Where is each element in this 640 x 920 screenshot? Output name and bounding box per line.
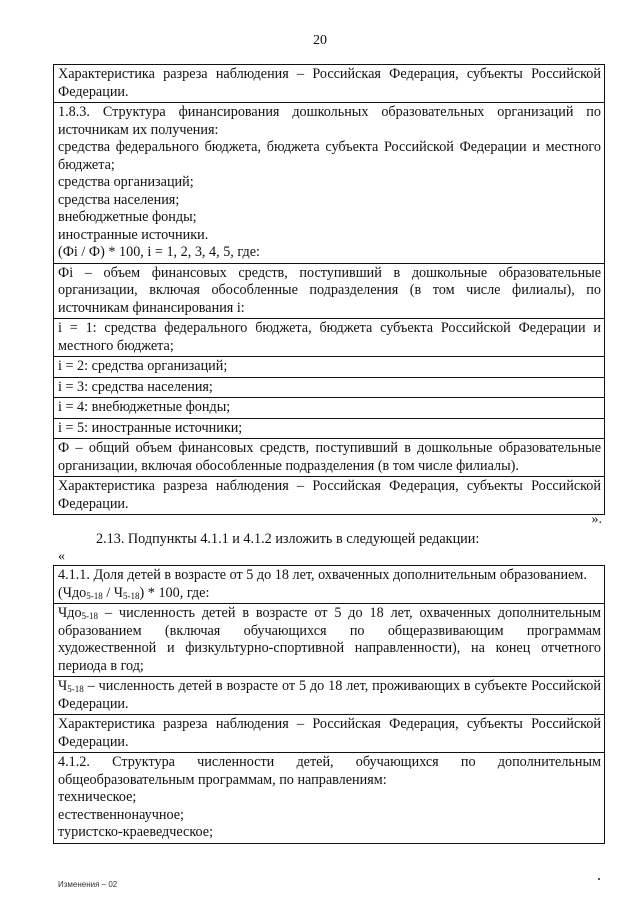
- table-row: [54, 439, 604, 477]
- list-item: иностранные источники.: [58, 226, 209, 243]
- table-row: [54, 604, 604, 677]
- list-item: внебюджетные фонды;: [58, 209, 197, 225]
- indicator-heading: 1.8.3. Структура финансирования дошкольных образовательных организаций по источникам их получения:: [58, 104, 601, 138]
- list-item: техническое;: [58, 789, 137, 805]
- formula-part: (Чдо: [58, 584, 87, 601]
- list-item: средства населения;: [58, 191, 180, 208]
- table-row: [54, 357, 604, 378]
- list-item: средства организаций;: [58, 174, 194, 190]
- term-definition: – численность детей в возрасте от 5 до 18 лет, проживающих в субъекте Российской Федерации.: [58, 678, 601, 712]
- table-row: [54, 264, 604, 320]
- formula: (Фi / Ф) * 100, i = 1, 2, 3, 4, 5, где:: [58, 244, 260, 260]
- definition-text: [58, 678, 601, 713]
- formula-subscript: 5-18: [86, 590, 103, 601]
- footer-text: Изменения – 02: [58, 880, 118, 889]
- list-item: туристско-краеведческое;: [58, 824, 214, 840]
- term: Ч: [58, 678, 68, 694]
- observation-scope-text: Характеристика разреза наблюдения – Российская Федерация, субъекты Российской Федерации.: [58, 716, 601, 750]
- page-number: 20: [313, 33, 327, 48]
- definition-text: i = 5: иностранные источники;: [58, 419, 243, 436]
- indicator-heading: 4.1.1. Доля детей в возрасте от 5 до 18 лет, охваченных дополнительным образованием.: [58, 567, 587, 583]
- table-row: [54, 753, 604, 844]
- term-subscript: 5-18: [81, 611, 99, 621]
- definition-text: Фi – объем финансовых средств, поступивший в дошкольные образовательные организации, включая обособленные подразделения (в том числе филиалы), по источникам финансирования i:: [58, 264, 601, 316]
- table-row: [54, 65, 604, 103]
- table-row: [54, 398, 604, 419]
- term: Чдо: [58, 605, 82, 621]
- term-definition: – численность детей в возрасте от 5 до 18 лет, охваченных дополнительным образованием (включая обучающихся по общеразвивающим программам художественной и физкультурно-спортивной направленности), на конец отчетного периода в год;: [58, 605, 601, 674]
- table-row: [54, 566, 604, 604]
- table-row: [54, 419, 604, 440]
- opening-quote: «: [58, 549, 65, 564]
- table-row: [54, 319, 604, 357]
- indicator-table-2: [53, 565, 605, 844]
- indicator-heading: 4.1.2. Структура численности детей, обучающихся по дополнительным общеобразовательным программам, по направлениям:: [58, 754, 601, 788]
- table-row: [54, 715, 604, 753]
- indicator-table-1: [53, 64, 605, 515]
- table-row: [54, 677, 604, 715]
- definition-text: i = 3: средства населения;: [58, 378, 213, 395]
- table-row: [54, 477, 604, 515]
- closing-quote: ».: [591, 512, 602, 527]
- table-row: [54, 103, 604, 264]
- term-subscript: 5-18: [67, 684, 84, 694]
- list-item: средства федерального бюджета, бюджета субъекта Российской Федерации и местного бюджета;: [58, 139, 601, 173]
- observation-scope-text: Характеристика разреза наблюдения – Российская Федерация, субъекты Российской Федерации.: [58, 66, 601, 100]
- scan-speck: [598, 878, 600, 880]
- definition-text: Ф – общий объем финансовых средств, поступивший в дошкольные образовательные организации, включая обособленные подразделения (в том числе филиалы).: [58, 440, 601, 474]
- formula-subscript: 5-18: [123, 590, 140, 601]
- formula-part: / Ч: [102, 584, 124, 601]
- definition-text: i = 1: средства федерального бюджета, бюджета субъекта Российской Федерации и местного бюджета;: [58, 320, 601, 354]
- formula: [58, 585, 601, 603]
- definition-text: [58, 605, 601, 675]
- list-item: естественнонаучное;: [58, 806, 184, 823]
- observation-scope-text: Характеристика разреза наблюдения – Российская Федерация, субъекты Российской Федерации.: [58, 478, 601, 512]
- definition-text: i = 2: средства организаций;: [58, 358, 228, 374]
- formula-part: ) * 100, где:: [139, 584, 210, 601]
- table-row: [54, 378, 604, 399]
- instruction-text: 2.13. Подпункты 4.1.1 и 4.1.2 изложить в следующей редакции:: [96, 531, 480, 547]
- definition-text: i = 4: внебюджетные фонды;: [58, 399, 231, 415]
